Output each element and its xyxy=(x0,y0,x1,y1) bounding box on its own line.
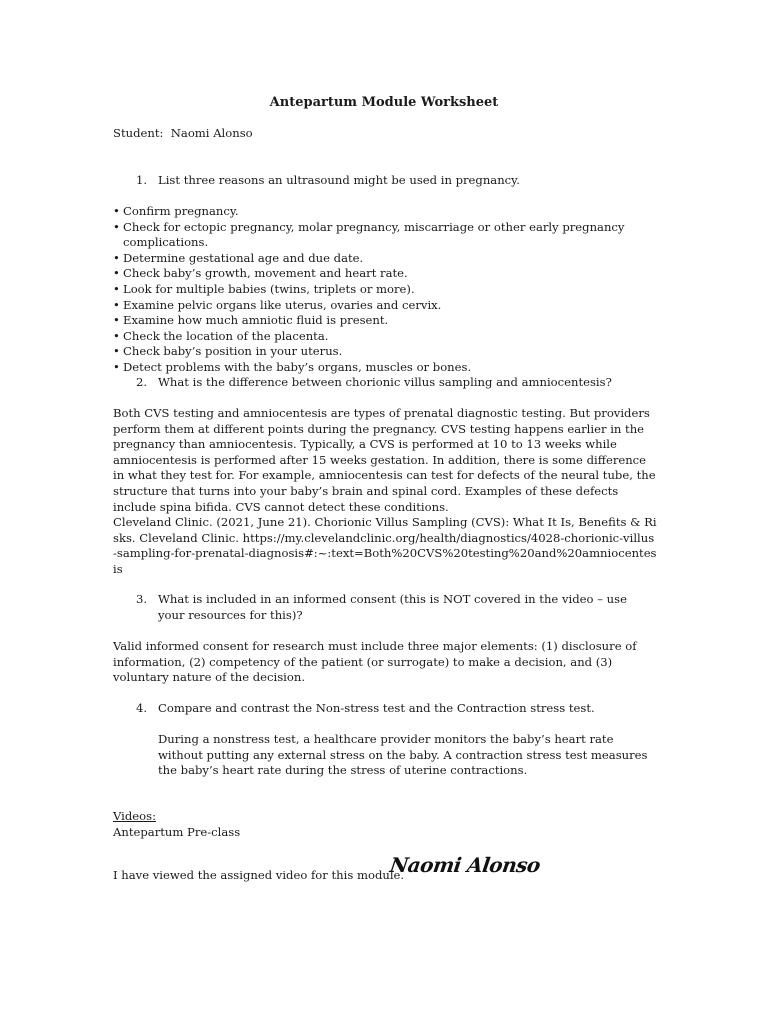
attestation-text: I have viewed the assigned video for this module. xyxy=(113,868,405,882)
question-text: What is included in an informed consent (this is NOT covered in the video – use your resources for this)? xyxy=(158,592,627,622)
list-item: • Confirm pregnancy. xyxy=(113,204,673,220)
answer-paragraph: Valid informed consent for research must include three major elements: (1) disclosure of information, (2) competency of the patient (or surrogate) to make a decision, and (3) voluntary nature of the decision. xyxy=(113,639,637,685)
answer-paragraph: Both CVS testing and amniocentesis are types of prenatal diagnostic testing. But providers perform them at different points during the pregnancy. CVS testing happens earlier in the pregnancy than amniocentesis. Typically, a CVS is performed at 10 to 13 weeks while amniocentesis is performed after 15 weeks gestation. In addition, there is some difference in what they test for. For example, amniocentesis can test for defects of the neural tube, the structure that turns into your baby’s brain and spinal cord. Examples of these defects include spina bifida. CVS cannot detect these conditions. xyxy=(113,406,656,514)
list-item: • Check for ectopic pregnancy, molar pregnancy, miscarriage or other early pregnancy complications. xyxy=(113,220,673,251)
question-number: 3. xyxy=(136,592,148,606)
list-item: • Examine how much amniotic fluid is present. xyxy=(113,313,673,329)
question-number: 2. xyxy=(136,375,148,389)
signature: Naomi Alonso xyxy=(388,853,542,877)
ultrasound-reasons-list xyxy=(113,204,673,376)
question-2 xyxy=(136,375,656,391)
answer-paragraph: During a nonstress test, a healthcare provider monitors the baby’s heart rate without putting any external stress on the baby. A contraction stress test measures the baby’s heart rate during the stress of uterine contractions. xyxy=(158,732,648,778)
question-1 xyxy=(136,173,656,189)
student-label: Student: xyxy=(113,126,164,140)
question-4 xyxy=(136,701,656,717)
student-line xyxy=(113,126,658,142)
list-item: • Look for multiple babies (twins, triplets or more). xyxy=(113,282,673,298)
list-item: • Check the location of the placenta. xyxy=(113,329,673,345)
question-3 xyxy=(136,592,656,623)
list-item: • Determine gestational age and due date. xyxy=(113,251,673,267)
question-text: Compare and contrast the Non-stress test and the Contraction stress test. xyxy=(158,701,595,715)
videos-heading: Videos: xyxy=(113,809,156,823)
video-item: Antepartum Pre-class xyxy=(113,825,241,839)
list-item: • Examine pelvic organs like uterus, ovaries and cervix. xyxy=(113,298,673,314)
citation: Cleveland Clinic. (2021, June 21). Chorionic Villus Sampling (CVS): What It Is, Benefits & Risks. Cleveland Clinic. https://my.clevelandclinic.org/health/diagnostics/4028-chorionic-villus-sampling-for-prenatal-diagnosis#:~:text=Both%20CVS%20testing%20and%20amniocentesis xyxy=(113,515,657,576)
page-title: Antepartum Module Worksheet xyxy=(269,95,499,110)
question-number: 4. xyxy=(136,701,148,715)
list-item: • Check baby’s position in your uterus. xyxy=(113,344,673,360)
question-text: List three reasons an ultrasound might be used in pregnancy. xyxy=(158,173,520,187)
list-item: • Detect problems with the baby’s organs, muscles or bones. xyxy=(113,360,673,376)
list-item: • Check baby’s growth, movement and heart rate. xyxy=(113,266,673,282)
student-name: Naomi Alonso xyxy=(170,126,253,140)
question-number: 1. xyxy=(136,173,148,187)
question-text: What is the difference between chorionic villus sampling and amniocentesis? xyxy=(158,375,612,389)
